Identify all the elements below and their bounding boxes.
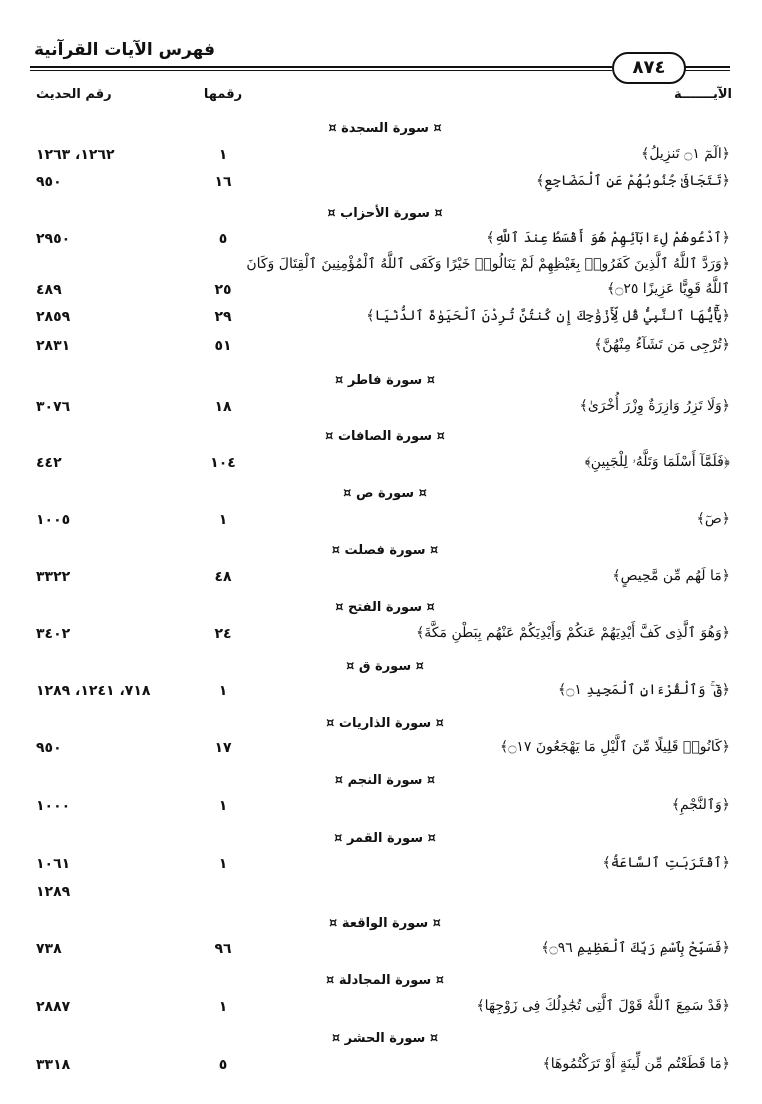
verse-number: ١: [218, 798, 228, 814]
verse-text: ﴿قَدْ سَمِعَ ٱللَّهُ قَوْلَ ٱلَّتِى تُجَٰدِلُكَ فِى زَوْجِهَا﴾: [476, 998, 730, 1014]
hadith-number: ٧١٨، ١٢٤١، ١٢٨٩: [36, 683, 151, 699]
hadith-number: ١٠٠٥: [36, 512, 71, 528]
verse-text: ﴿يَٰٓأَيُّهَا ٱلنَّبِيُّ قُل لِّأَزْوَٰجِكَ إِن كُنتُنَّ تُرِدْنَ ٱلْحَيَوٰةَ ٱلدُّنْيَا﴾: [366, 308, 730, 324]
verse-number: ٢٤: [214, 626, 232, 642]
verse-number: ١: [218, 512, 228, 528]
verse-text: ﴿قٓ ۚ وَٱلْقُرْءَانِ ٱلْمَجِيدِ ۝١﴾: [557, 682, 730, 698]
verse-text: ﴿وَرَدَّ ٱللَّهُ ٱلَّذِينَ كَفَرُوا۟ بِغَيْظِهِمْ لَمْ يَنَالُوا۟ خَيْرًا وَكَفَى ٱللَّهُ ٱلْمُؤْمِنِينَ ٱلْقِتَالَ وَكَانَ: [246, 256, 730, 272]
surah-title: ¤ سورة الأحزاب ¤: [327, 206, 443, 221]
hadith-number: ٢٨٥٩: [36, 309, 71, 325]
verse-number: ٢٩: [214, 309, 232, 325]
page-header-title: فهرس الآيات القرآنية: [34, 40, 216, 60]
hadith-number: ٣٠٧٦: [36, 399, 71, 415]
verse-text: ﴿كَانُوا۟ قَلِيلًا مِّنَ ٱلَّيْلِ مَا يَهْجَعُونَ ۝١٧﴾: [500, 739, 730, 755]
verse-text: ﴿وَهُوَ ٱلَّذِى كَفَّ أَيْدِيَهُمْ عَنكُمْ وَأَيْدِيَكُمْ عَنْهُم بِبَطْنِ مَكَّةَ﴾: [416, 625, 730, 641]
verse-number: ١: [218, 856, 228, 872]
verse-text: ﴿تُرْجِى مَن تَشَآءُ مِنْهُنَّ﴾: [594, 337, 730, 353]
surah-title: ¤ سورة فصلت ¤: [331, 543, 439, 558]
hadith-number: ٣٤٠٢: [36, 626, 71, 642]
verse-number: ١: [218, 999, 228, 1015]
surah-title: ¤ سورة السجدة ¤: [328, 121, 442, 136]
hadith-number: ١٠٦١: [36, 856, 71, 872]
hadith-number: ١٠٠٠: [36, 798, 71, 814]
verse-text: ٱللَّهُ قَوِيًّا عَزِيزًا ۝٢٥﴾: [606, 281, 730, 297]
verse-text: ﴿تَتَجَافَىٰ جُنُوبُهُمْ عَنِ ٱلْمَضَاجِعِ﴾: [536, 173, 730, 189]
verse-text: ﴿صٓ﴾: [696, 511, 730, 527]
hadith-number: ١٢٦٢، ١٢٦٣: [36, 147, 115, 163]
hadith-number: ٣٣١٨: [36, 1057, 71, 1073]
surah-title: ¤ سورة ص ¤: [343, 486, 427, 501]
hadith-number: ٤٨٩: [36, 282, 62, 298]
verse-number: ١: [218, 683, 228, 699]
page-number: ٨٧٤: [612, 52, 686, 84]
verse-text: ﴿مَا لَهُم مِّن مَّحِيصٍ﴾: [612, 568, 730, 584]
verse-number: ٥: [218, 231, 228, 247]
verse-text: ﴿ٱدْعُوهُمْ لِءَابَآئِهِمْ هُوَ أَقْسَطُ عِندَ ٱللَّهِ﴾: [486, 230, 730, 246]
surah-title: ¤ سورة الواقعة ¤: [329, 916, 441, 931]
verse-number: ٢٥: [214, 282, 232, 298]
verse-number: ٥: [218, 1057, 228, 1073]
hadith-number: ٤٤٢: [36, 455, 62, 471]
verse-number: ٥١: [214, 338, 232, 354]
hadith-number: ٢٩٥٠: [36, 231, 71, 247]
surah-title: ¤ سورة المجادلة ¤: [326, 973, 444, 988]
verse-text: ﴿الٓمٓ ۝١ تَنزِيلُ﴾: [641, 146, 730, 162]
verse-number: ١: [218, 147, 228, 163]
surah-title: ¤ سورة ق ¤: [346, 659, 424, 674]
surah-title: ¤ سورة الذاريات ¤: [326, 716, 444, 731]
surah-title: ¤ سورة النجم ¤: [334, 773, 436, 788]
verse-number: ١٦: [214, 174, 232, 190]
hadith-number: ٢٨٨٧: [36, 999, 71, 1015]
surah-title: ¤ سورة الفتح ¤: [335, 600, 435, 615]
hadith-number: ٩٥٠: [36, 740, 62, 756]
verse-text: ﴿مَا قَطَعْتُم مِّن لِّينَةٍ أَوْ تَرَكْتُمُوهَا﴾: [542, 1056, 730, 1072]
surah-title: ¤ سورة الحشر ¤: [331, 1031, 439, 1046]
column-header-hadith-number: رقم الحديث: [36, 87, 112, 102]
verse-text: ﴿فَلَمَّآ أَسْلَمَا وَتَلَّهُۥ لِلْجَبِينِ﴾: [584, 454, 730, 470]
verse-number: ١٨: [214, 399, 232, 415]
verse-text: ﴿وَلَا تَزِرُ وَازِرَةٌ وِزْرَ أُخْرَىٰ﴾: [579, 398, 730, 414]
verse-number: ١٠٤: [210, 455, 236, 471]
verse-number: ٩٦: [214, 941, 232, 957]
hadith-number: ٩٥٠: [36, 174, 62, 190]
hadith-number: ٧٣٨: [36, 941, 62, 957]
column-header-verse: الآيـــــــة: [673, 87, 732, 102]
verse-text: ﴿ٱقْتَرَبَتِ ٱلسَّاعَةُ﴾: [602, 855, 730, 871]
hadith-number: ٣٣٢٢: [36, 569, 71, 585]
hadith-number: ١٢٨٩: [36, 884, 71, 900]
verse-text: ﴿فَسَبِّحْ بِٱسْمِ رَبِّكَ ٱلْعَظِيمِ ۝٩٦﴾: [541, 940, 730, 956]
surah-title: ¤ سورة الصافات ¤: [325, 429, 445, 444]
verse-number: ٤٨: [214, 569, 232, 585]
surah-title: ¤ سورة القمر ¤: [334, 831, 436, 846]
verse-text: ﴿وَٱلنَّجْمِ﴾: [671, 797, 730, 813]
verse-number: ١٧: [214, 740, 232, 756]
hadith-number: ٢٨٣١: [36, 338, 71, 354]
column-header-verse-number: رقمها: [203, 87, 243, 102]
surah-title: ¤ سورة فاطر ¤: [335, 373, 435, 388]
